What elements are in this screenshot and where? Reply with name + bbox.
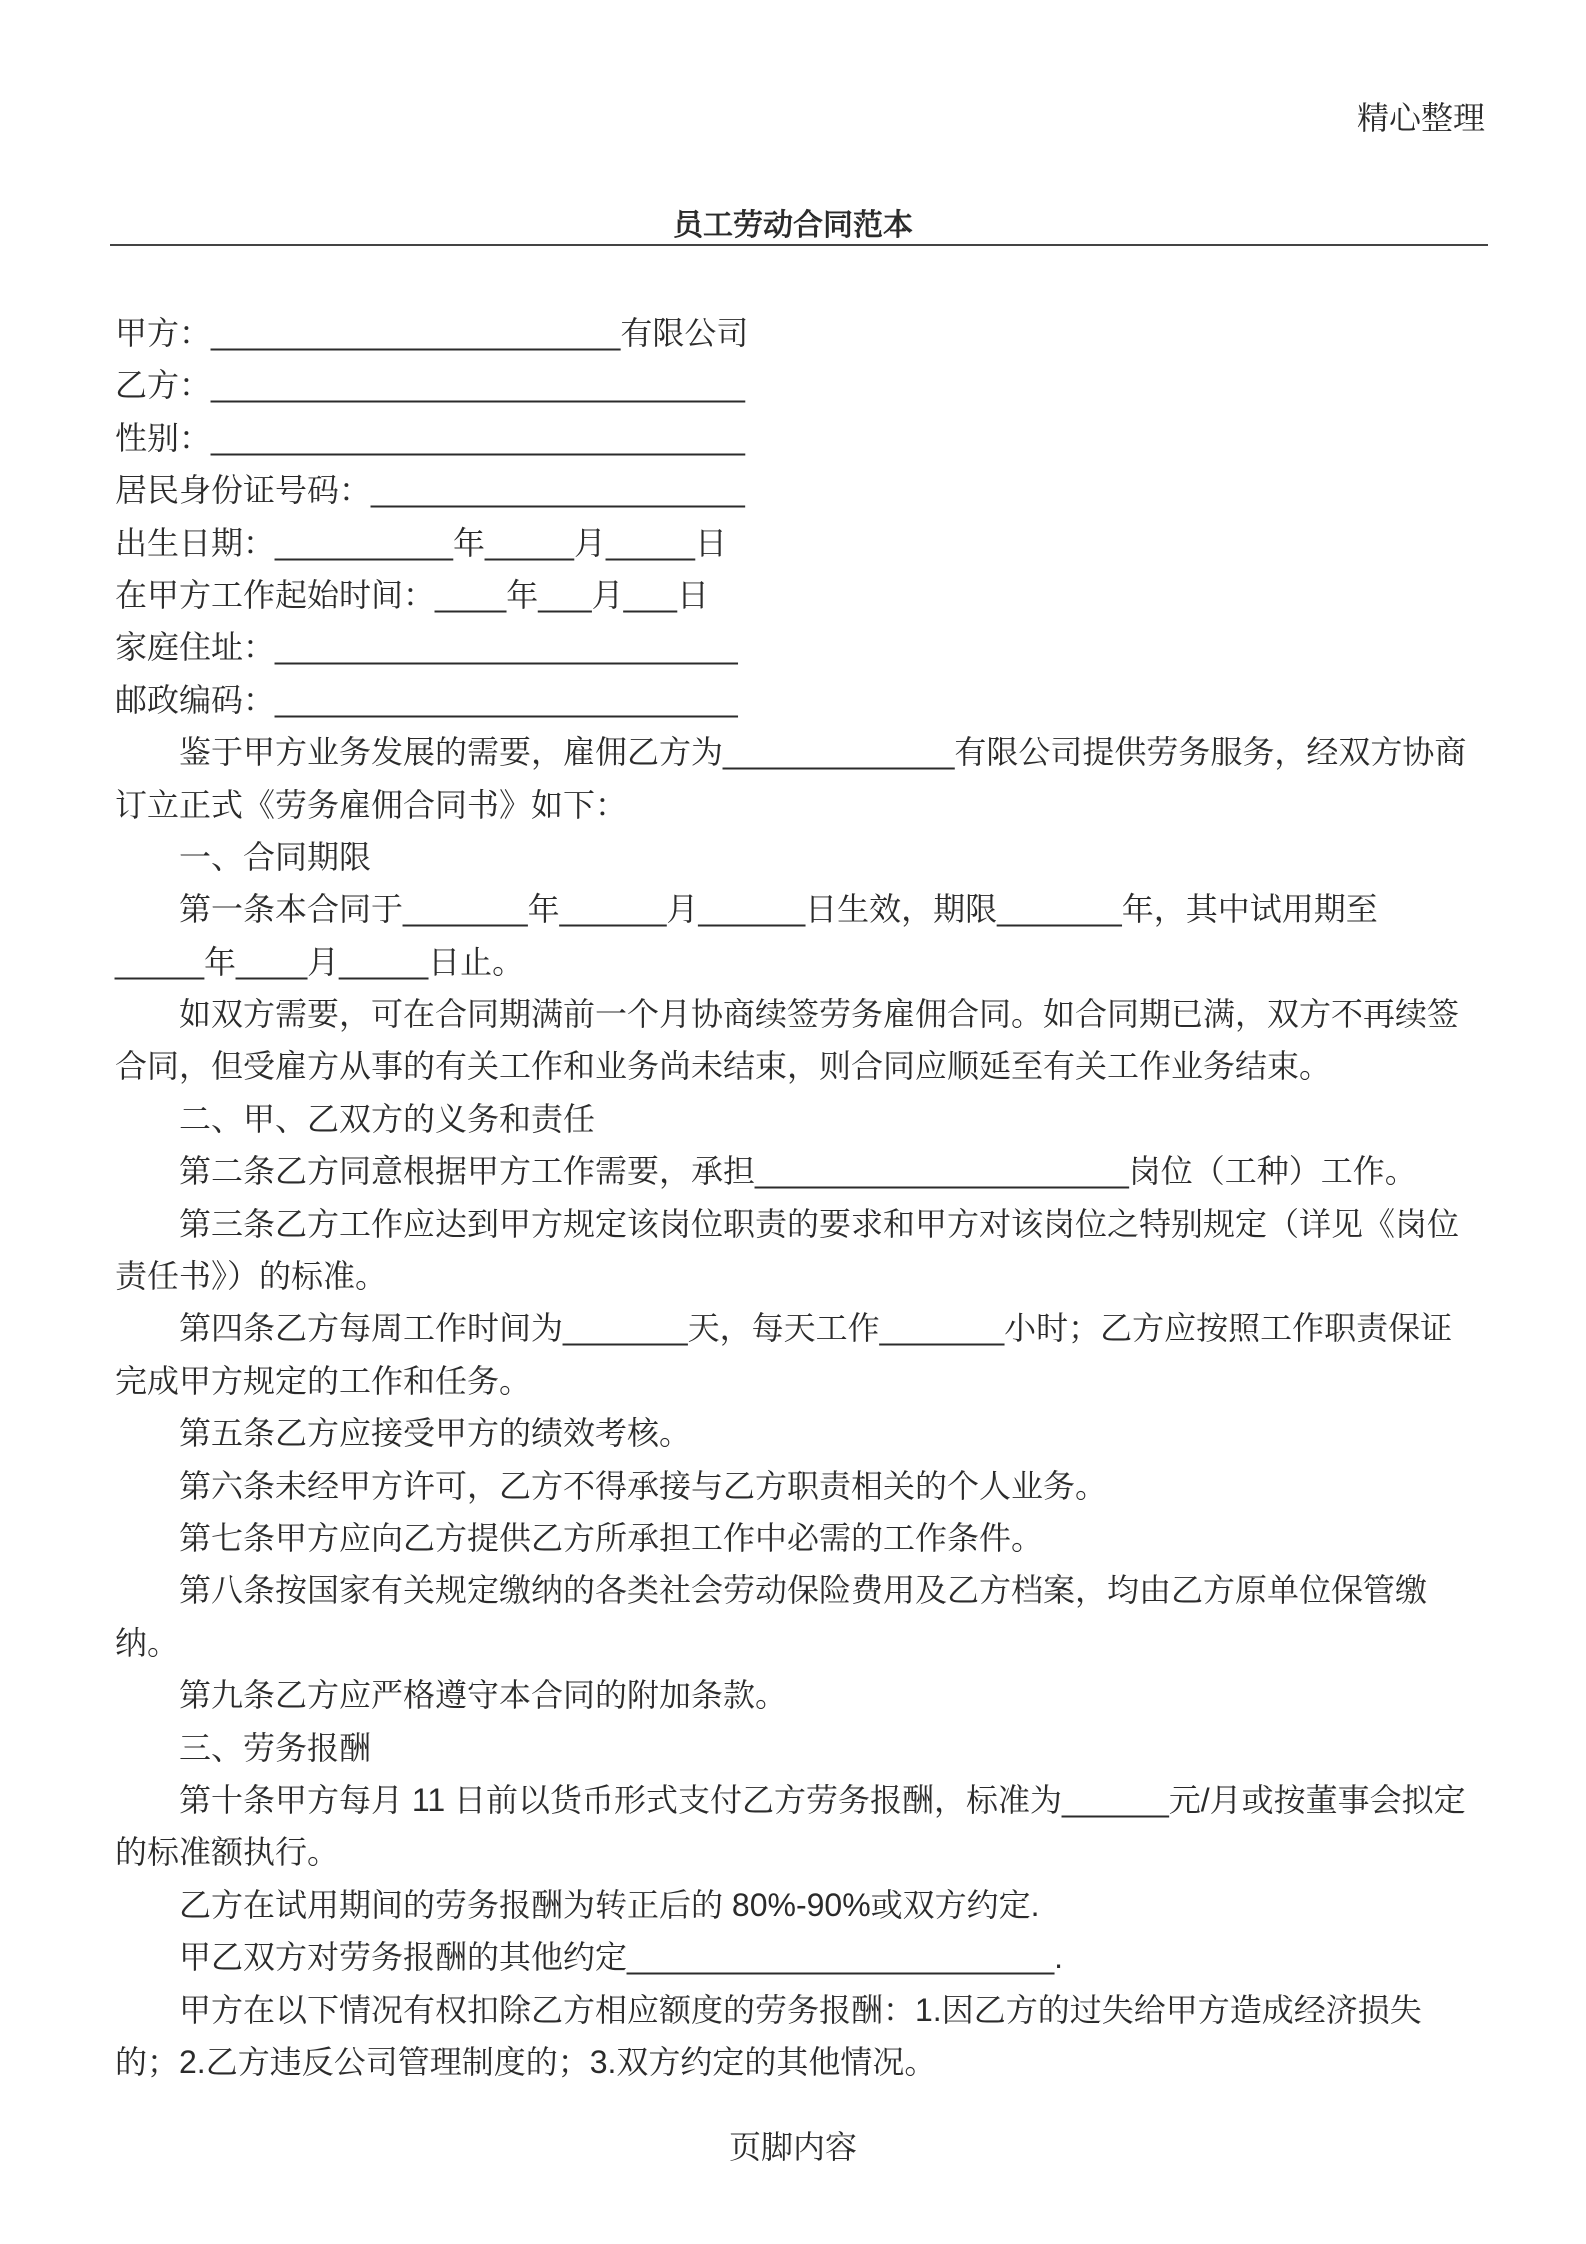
form-field-line: 乙方：______________________________ [115,367,745,404]
paragraph-line: 完成甲方规定的工作和任务。 [115,1362,532,1399]
form-field-line: 邮政编码：__________________________ [115,681,738,718]
paragraph-line: 第三条乙方工作应达到甲方规定该岗位职责的要求和甲方对该岗位之特别规定（详见《岗位 [179,1205,1460,1242]
clause-paragraph [115,726,1495,831]
paragraph-line: _____年____月_____日止。 [115,943,525,980]
document-title: 员工劳动合同范本 [673,209,913,242]
paragraph-line: 第六条未经甲方许可，乙方不得承接与乙方职责相关的个人业务。 [179,1467,1108,1504]
form-field-line: 居民身份证号码：_____________________ [115,472,745,509]
clause-paragraph [115,1722,1495,1774]
paragraph-line: 的；2.乙方违反公司管理制度的；3.双方约定的其他情况。 [115,2043,937,2080]
paragraph-line: 甲乙双方对劳务报酬的其他约定________________________. [179,1939,1064,1976]
form-field-line: 性别：______________________________ [115,419,745,456]
clause-paragraph [115,1407,1495,1459]
clause-paragraph [115,1774,1495,1879]
form-field-line: 家庭住址：__________________________ [115,629,738,666]
clause-paragraph [115,1460,1495,1512]
page-footer: 页脚内容 [728,2129,857,2165]
clause-paragraph [115,1669,1495,1721]
paragraph-line: 二、甲、乙双方的义务和责任 [179,1100,596,1137]
clause-paragraph [115,1931,1495,1983]
paragraph-line: 甲方在以下情况有权扣除乙方相应额度的劳务报酬：1.因乙方的过失给甲方造成经济损失 [179,1991,1422,2028]
paragraph-line: 第八条按国家有关规定缴纳的各类社会劳动保险费用及乙方档案，均由乙方原单位保管缴 [179,1572,1428,1609]
paragraph-line: 如双方需要，可在合同期满前一个月协商续签劳务雇佣合同。如合同期已满，双方不再续签 [179,996,1460,1033]
paragraph-line: 三、劳务报酬 [179,1729,372,1766]
paragraph-line: 鉴于甲方业务发展的需要，雇佣乙方为_____________有限公司提供劳务服务，经双方协商 [179,734,1467,771]
form-field-line: 出生日期：__________年_____月_____日 [115,524,727,561]
paragraph-line: 订立正式《劳务雇佣合同书》如下： [115,786,628,823]
form-field-line: 甲方：_______________________有限公司 [115,315,749,351]
paragraph-line: 第九条乙方应严格遵守本合同的附加条款。 [179,1677,788,1714]
clause-paragraph [115,1198,1495,1303]
clause-paragraph [115,1512,1495,1564]
paragraph-line: 责任书》）的标准。 [115,1258,388,1295]
clause-paragraph [115,988,1495,1093]
paragraph-line: 乙方在试用期间的劳务报酬为转正后的 80%-90%或双方约定. [179,1886,1040,1923]
paragraph-line: 第二条乙方同意根据甲方工作需要，承担_____________________岗位（工种）工作。 [179,1153,1417,1190]
clause-paragraph [115,1145,1495,1197]
paragraph-line: 纳。 [115,1624,180,1661]
paragraph-line: 第四条乙方每周工作时间为_______天，每天工作_______小时；乙方应按照工作职责保证 [179,1310,1453,1347]
clause-paragraph [115,1093,1495,1145]
clause-paragraph [115,1302,1495,1407]
paragraph-line: 的标准额执行。 [115,1834,340,1871]
document-body [115,307,1495,2088]
paragraph-line: 合同，但受雇方从事的有关工作和业务尚未结束，则合同应顺延至有关工作业务结束。 [115,1048,1332,1085]
clause-paragraph [115,831,1495,883]
paragraph-line: 第五条乙方应接受甲方的绩效考核。 [179,1415,692,1452]
clause-paragraph [115,1564,1495,1669]
clause-paragraph [115,1984,1495,2089]
paragraph-line: 第一条本合同于_______年______月______日生效，期限_______年，其中试用期至 [179,891,1378,928]
header-note: 精心整理 [1356,100,1485,136]
paragraph-line: 一、合同期限 [179,838,372,875]
paragraph-line: 第十条甲方每月 11 日前以货币形式支付乙方劳务报酬，标准为______元/月或按董事会拟定 [179,1781,1466,1818]
clause-paragraph [115,883,1495,988]
form-field-line: 在甲方工作起始时间：____年___月___日 [115,576,709,613]
paragraph-line: 第七条甲方应向乙方提供乙方所承担工作中必需的工作条件。 [179,1519,1044,1556]
title-divider [110,244,1488,246]
clause-paragraph [115,1879,1495,1931]
